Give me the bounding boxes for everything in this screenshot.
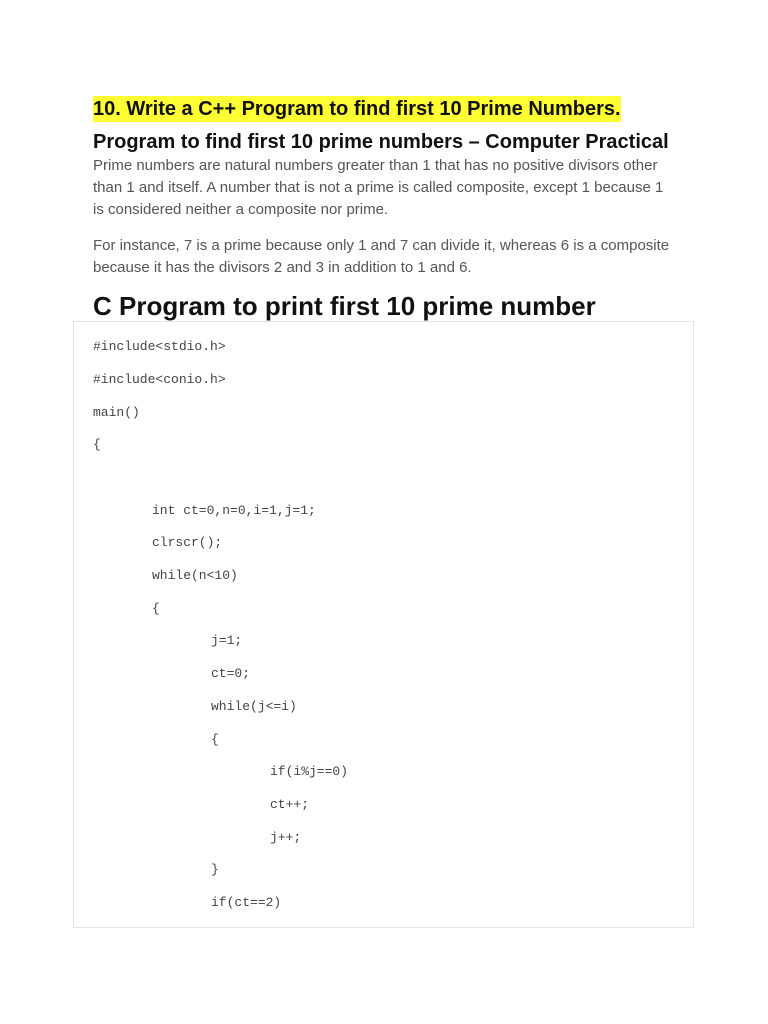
- code-line: }: [211, 862, 219, 877]
- code-line: {: [93, 437, 101, 452]
- code-line: while(j<=i): [211, 699, 297, 714]
- code-line: #include<conio.h>: [93, 372, 226, 387]
- code-line: while(n<10): [152, 568, 238, 583]
- highlighted-title: 10. Write a C++ Program to find first 10 Prime Numbers.: [93, 98, 621, 120]
- code-block: [73, 321, 694, 928]
- code-line: {: [152, 601, 160, 616]
- code-line: main(): [93, 405, 140, 420]
- code-line: int ct=0,n=0,i=1,j=1;: [152, 503, 316, 518]
- article-subtitle: Program to find first 10 prime numbers – Computer Practical: [93, 131, 669, 153]
- code-line: if(i%j==0): [270, 764, 349, 779]
- example-paragraph: For instance, 7 is a prime because only 1 and 7 can divide it, whereas 6 is a composite because it has the divisors 2 and 3 in addition to 1 and 6.: [93, 237, 670, 276]
- code-line: ct++;: [270, 797, 310, 812]
- section-heading: C Program to print first 10 prime number: [93, 291, 596, 321]
- code-line: j=1;: [211, 633, 243, 648]
- code-line: j++;: [270, 830, 302, 845]
- code-line: if(ct==2): [211, 895, 282, 910]
- code-line: #include<stdio.h>: [93, 339, 226, 354]
- code-line: clrscr();: [152, 535, 223, 550]
- code-line: {: [211, 732, 219, 747]
- intro-paragraph: Prime numbers are natural numbers greater than 1 that has no positive divisors other than 1 and itself. A number that is not a prime is called composite, except 1 because 1 is considered neither a composite nor prime.: [93, 157, 664, 218]
- code-line: ct=0;: [211, 666, 251, 681]
